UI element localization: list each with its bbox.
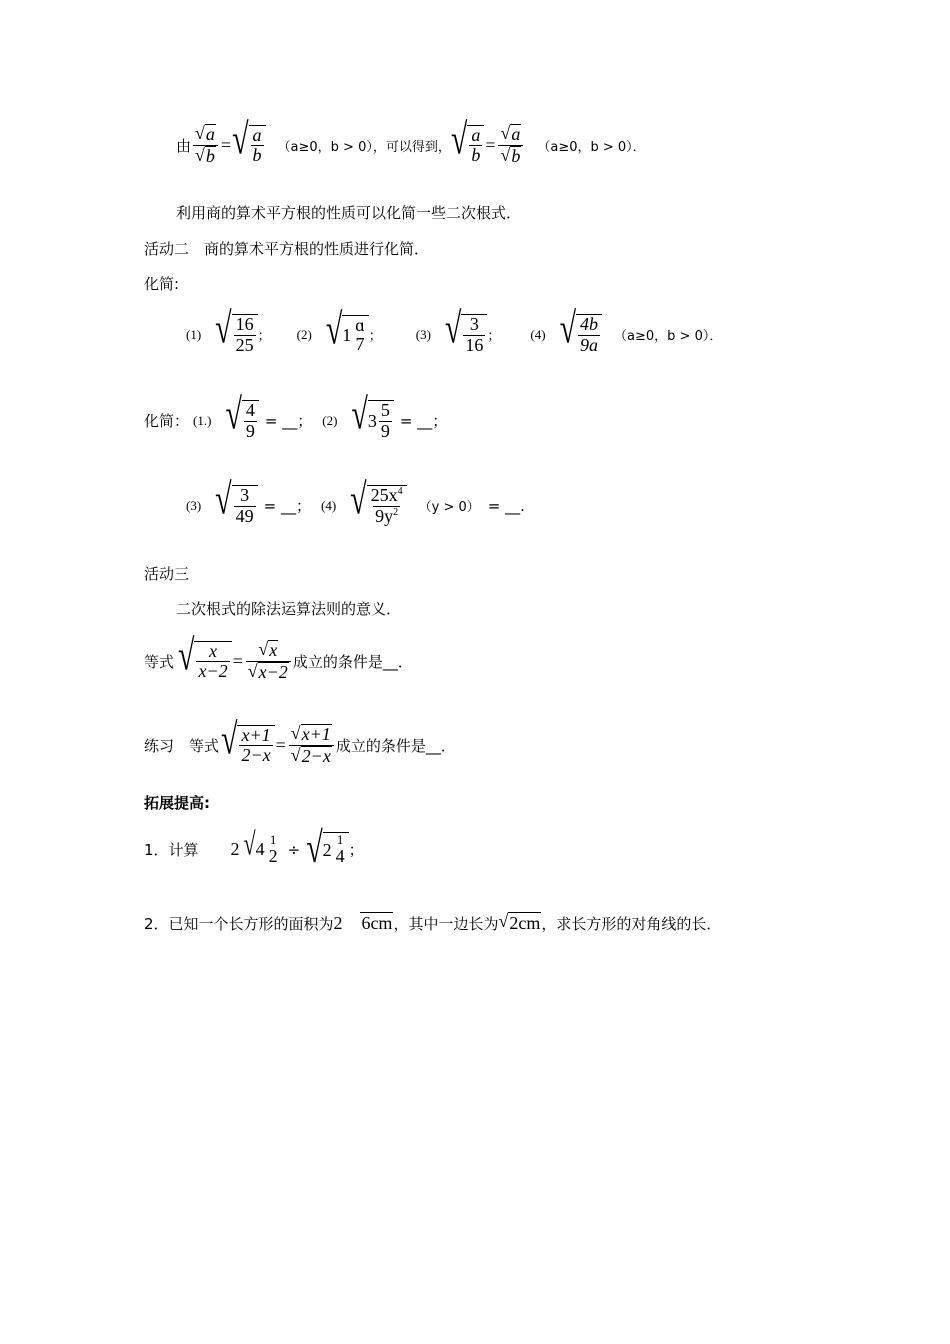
exercise-row-2: 化简： (1.) √ $\frac{4}{9}$ = __； (2) √ 3 $\frac{5}{9}$ = __； bbox=[144, 390, 448, 441]
problem-1: 1．计算 2 √ 4 1 2 ÷ √ 2 1 4 ； bbox=[144, 824, 364, 872]
activity-two-heading: 活动二 商的算术平方根的性质进行化简． bbox=[144, 240, 430, 258]
extension-heading: 拓展提高: bbox=[144, 794, 210, 812]
practice-line: 练习 等式 √ $\frac{x+1}{2-x}$ = √ x+1 √ 2−x 成立的条件是__． bbox=[144, 715, 456, 766]
fraction-sqrt-x1-over-sqrt-2-x: √ x+1 √ 2−x bbox=[289, 724, 334, 767]
sqrt-mixed-1: √ 1 ɑ 7 bbox=[326, 315, 369, 356]
fraction-sqrt-a-over-sqrt-b-2: √ a √ b bbox=[498, 124, 523, 167]
sqrt-3-49: √ $\frac{3}{49}$ bbox=[215, 485, 257, 527]
sqrt-6cm: √ 6cm bbox=[350, 911, 393, 933]
sqrt-4b-9a: √ $\frac{4b}{9a}$ bbox=[560, 314, 602, 356]
condition-text: （a≥0，b > 0），可以得到， bbox=[277, 139, 451, 155]
exercise-row-3: (3) √ $\frac{3}{49}$ = __； (4) √ $\frac{25x^4}{9y^2}$ （y > 0） = __. bbox=[186, 475, 525, 526]
sqrt-x-over-x-2: √ $\frac{x}{x-2}$ bbox=[178, 641, 232, 683]
sqrt-4-9: √ $\frac{4}{9}$ bbox=[225, 400, 258, 442]
paragraph-2: 二次根式的除法运算法则的意义． bbox=[176, 600, 402, 618]
exercise-row-1: (1) √ $\frac{16}{25}$ ； (2) √ 1 ɑ 7 ； (3) √ $\frac{3}{16}$ ； (4) √ $\frac{4b}{9a}$ （a≥0，b > 0）． bbox=[186, 304, 723, 355]
property-line: 由 √ a √ b = √ $\frac{a}{b}$ （a≥0，b > 0），可以得到， √ $\frac{a}{b}$ = √ a √ b （a≥0，b > 0）． bbox=[176, 115, 646, 166]
sqrt-2-quarter: √ 2 1 4 bbox=[306, 832, 348, 867]
sqrt-2cm: √ 2cm bbox=[498, 911, 541, 933]
you-text: 由 bbox=[176, 136, 192, 155]
fraction-sqrt-a-over-sqrt-b: √ a √ b bbox=[193, 124, 218, 167]
sqrt-25x4-9y2: √ $\frac{25x^4}{9y^2}$ bbox=[350, 485, 406, 527]
paragraph: 利用商的算术平方根的性质可以化简一些二次根式． bbox=[176, 204, 522, 222]
sqrt-16-25: √ $\frac{16}{25}$ bbox=[215, 314, 257, 356]
sqrt-3-5-9: √ 3 $\frac{5}{9}$ bbox=[351, 400, 393, 442]
activity-three-heading: 活动三 bbox=[144, 565, 190, 583]
sqrt-a-over-b: √ $\frac{a}{b}$ bbox=[232, 125, 265, 167]
simplify-label: 化简: bbox=[144, 275, 180, 293]
condition-text-2: （a≥0，b > 0）． bbox=[537, 139, 646, 155]
problem-2: 2．已知一个长方形的面积为 2 √ 6cm ，其中一边长为 √ 2cm ，求长方形的对角线的长． bbox=[144, 911, 722, 933]
sqrt-a-over-b-2: √ $\frac{a}{b}$ bbox=[451, 125, 484, 167]
sqrt-3-16: √ $\frac{3}{16}$ bbox=[445, 314, 487, 356]
sqrt-4-half: √ 4 1 2 bbox=[243, 824, 278, 866]
equation-line: 等式 √ $\frac{x}{x-2}$ = √ x √ x−2 成立的条件是__． bbox=[144, 631, 413, 682]
sqrt-x1-over-2-x: √ $\frac{x+1}{2-x}$ bbox=[221, 725, 275, 767]
fraction-sqrt-x-over-sqrt-x-2: √ x √ x−2 bbox=[246, 640, 291, 683]
